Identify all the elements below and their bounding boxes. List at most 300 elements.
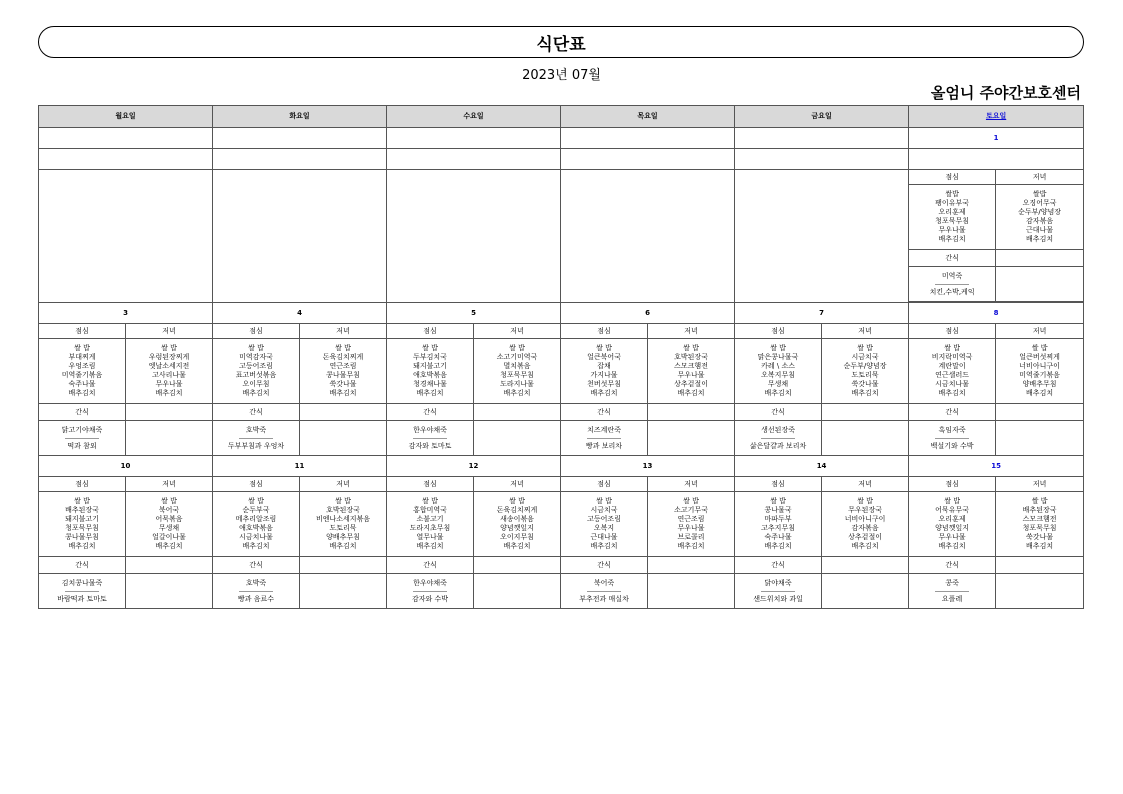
day-number: 15 bbox=[909, 456, 1084, 477]
menu-item: 숙주나물 bbox=[764, 533, 792, 541]
dinner-menu bbox=[648, 492, 735, 557]
menu-item: 쌀 밥 bbox=[509, 497, 525, 505]
dinner-label: 저녁 bbox=[126, 477, 213, 492]
menu-item: 마파두부 bbox=[764, 515, 792, 523]
menu-item: 쌀 밥 bbox=[857, 497, 873, 505]
menu-item: 무우된장국 bbox=[848, 506, 882, 514]
snack-menu bbox=[39, 574, 126, 609]
dinner-label: 저녁 bbox=[126, 324, 213, 339]
lunch-label: 점심 bbox=[387, 324, 474, 339]
menu-item: 쌀 밥 bbox=[683, 344, 699, 352]
menu-item: 배추김치 bbox=[851, 389, 879, 397]
empty-cell bbox=[126, 421, 213, 456]
lunch-menu bbox=[909, 339, 996, 404]
snack-item: 닭야채죽 bbox=[764, 578, 792, 587]
snack-item: 빵과 보리차 bbox=[586, 441, 623, 450]
menu-item: 부대찌게 bbox=[68, 353, 96, 361]
weekday-sat[interactable]: 토요일 bbox=[909, 106, 1084, 128]
menu-item: 연근조림 bbox=[677, 515, 705, 523]
dinner-label: 저녁 bbox=[474, 477, 561, 492]
lunch-label: 점심 bbox=[39, 477, 126, 492]
menu-item: 우엉조림 bbox=[68, 362, 96, 370]
snack-item: 부추전과 매실차 bbox=[579, 594, 629, 603]
snack-item: 떡과 참외 bbox=[67, 441, 97, 450]
snack-divider bbox=[587, 438, 621, 439]
empty-cell bbox=[387, 149, 561, 170]
snack-item: 빵과 음료수 bbox=[237, 594, 275, 603]
menu-item: 배추김치 bbox=[329, 542, 357, 550]
snack-divider bbox=[761, 591, 795, 592]
lunch-menu bbox=[39, 492, 126, 557]
snack-label: 간식 bbox=[735, 404, 822, 421]
dinner-label: 저녁 bbox=[822, 324, 909, 339]
lunch-label: 점심 bbox=[213, 324, 300, 339]
empty-cell bbox=[39, 170, 213, 303]
lunch-menu bbox=[561, 339, 648, 404]
menu-item: 시금치나물 bbox=[239, 533, 273, 541]
menu-item: 배추김치 bbox=[503, 389, 531, 397]
menu-item: 배추김치 bbox=[68, 542, 96, 550]
menu-item: 쌀 밥 bbox=[683, 497, 699, 505]
week1-date-row bbox=[39, 128, 1084, 149]
snack-menu: 미역죽 치킨,수박,케익 bbox=[909, 267, 996, 302]
dinner-menu bbox=[300, 492, 387, 557]
menu-item: 청포묵무침 bbox=[65, 524, 99, 532]
empty-cell bbox=[126, 404, 213, 421]
empty-cell bbox=[474, 421, 561, 456]
menu-item: 쌀 밥 bbox=[770, 497, 786, 505]
menu-item: 쌀 밥 bbox=[509, 344, 525, 352]
menu-item: 숙주나물 bbox=[68, 380, 96, 388]
menu-item: 고사리나물 bbox=[152, 371, 186, 379]
snack-item: 생선된장죽 bbox=[761, 425, 795, 434]
empty-cell bbox=[387, 170, 561, 303]
menu-item: 호박된장국 bbox=[326, 506, 360, 514]
menu-title: 식단표 bbox=[38, 26, 1084, 58]
snack-item: 요플레 bbox=[941, 594, 963, 603]
lunch-label: 점심 bbox=[735, 477, 822, 492]
dinner-menu bbox=[996, 339, 1084, 404]
weekday-fri: 금요일 bbox=[735, 106, 909, 128]
menu-item: 호박된장국 bbox=[674, 353, 708, 361]
menu-item: 열무나물 bbox=[416, 533, 444, 541]
snack-divider bbox=[239, 438, 273, 439]
lunch-menu bbox=[213, 492, 300, 557]
menu-item: 얼큰북어국 bbox=[587, 353, 621, 361]
lunch-menu bbox=[735, 339, 822, 404]
dinner-label: 저녁 bbox=[648, 477, 735, 492]
empty-cell bbox=[822, 404, 909, 421]
week1-label-row bbox=[39, 170, 1084, 185]
menu-item: 어묵유무국 bbox=[935, 506, 969, 514]
menu-item: 양념깻잎지 bbox=[500, 524, 534, 532]
snack-label: 간식 bbox=[909, 557, 996, 574]
menu-item: 홍합미역국 bbox=[413, 506, 447, 514]
snack-label: 간식 bbox=[561, 404, 648, 421]
empty-cell bbox=[474, 404, 561, 421]
dinner-label: 저녁 bbox=[474, 324, 561, 339]
day-number: 7 bbox=[735, 303, 909, 324]
menu-item: 배추김치 bbox=[764, 542, 792, 550]
dinner-menu bbox=[996, 492, 1084, 557]
menu-item: 천버섯무침 bbox=[587, 380, 621, 388]
menu-item: 도토리묵 bbox=[851, 371, 879, 379]
lunch-label: 점심 bbox=[213, 477, 300, 492]
menu-item: 배추김치 bbox=[503, 542, 531, 550]
lunch-menu bbox=[387, 492, 474, 557]
weekday-mon: 월요일 bbox=[39, 106, 213, 128]
menu-item: 쌀 밥 bbox=[1031, 497, 1048, 505]
menu-item: 잡채 bbox=[597, 362, 611, 370]
snack-divider bbox=[413, 591, 447, 592]
snack-menu bbox=[909, 421, 996, 456]
snack-menu bbox=[213, 574, 300, 609]
day-number: 12 bbox=[387, 456, 561, 477]
menu-item: 쑥갓나물 bbox=[329, 380, 357, 388]
menu-item: 배추된장국 bbox=[65, 506, 99, 514]
snack-item: 북어죽 bbox=[593, 578, 615, 587]
dinner-label: 저녁 bbox=[300, 324, 387, 339]
week2-date-row bbox=[39, 303, 1084, 324]
menu-item: 상추겉절이 bbox=[674, 380, 708, 388]
menu-item: 얼갈이나물 bbox=[152, 533, 186, 541]
snack-item: 호박죽 bbox=[245, 578, 267, 587]
menu-item: 돼지불고기 bbox=[413, 362, 447, 370]
weekday-wed: 수요일 bbox=[387, 106, 561, 128]
menu-item: 비지락미역국 bbox=[931, 353, 973, 361]
snack-item: 한우야채죽 bbox=[413, 578, 447, 587]
snack-item: 흑임자죽 bbox=[938, 425, 966, 434]
lunch-label: 점심 bbox=[909, 324, 996, 339]
empty-cell bbox=[735, 170, 909, 303]
day-number: 11 bbox=[213, 456, 387, 477]
empty-cell bbox=[561, 149, 735, 170]
menu-item: 소고기미역국 bbox=[496, 353, 538, 361]
empty-cell bbox=[300, 557, 387, 574]
empty-cell bbox=[996, 267, 1084, 302]
weekday-header bbox=[39, 106, 1084, 128]
menu-item: 도라지나물 bbox=[500, 380, 534, 388]
menu-item: 순두부국 bbox=[242, 506, 270, 514]
menu-item: 연근조림 bbox=[329, 362, 357, 370]
week2-menu-row bbox=[39, 339, 1084, 404]
weekday-tue: 화요일 bbox=[213, 106, 387, 128]
day-number: 1 bbox=[909, 128, 1084, 149]
menu-item: 쌀 밥 bbox=[422, 497, 438, 505]
dinner-label: 저녁 bbox=[996, 477, 1084, 492]
menu-item: 콩나물무침 bbox=[326, 371, 360, 379]
empty-cell bbox=[735, 149, 909, 170]
menu-item: 쌀 밥 bbox=[944, 497, 960, 505]
menu-item: 쌀 밥 bbox=[596, 344, 612, 352]
lunch-menu bbox=[387, 339, 474, 404]
menu-item: 쌀 밥 bbox=[596, 497, 612, 505]
lunch-label: 점심 bbox=[909, 170, 996, 185]
lunch-menu bbox=[561, 492, 648, 557]
menu-item: 배추김치 bbox=[938, 389, 966, 397]
menu-item: 멸치볶음 bbox=[503, 362, 531, 370]
lunch-label: 점심 bbox=[735, 324, 822, 339]
empty-cell bbox=[39, 149, 213, 170]
menu-item: 감자볶음 bbox=[851, 524, 879, 532]
empty-cell bbox=[996, 404, 1084, 421]
empty-cell bbox=[909, 149, 1084, 170]
menu-item: 쌀 밥 bbox=[248, 344, 264, 352]
dinner-menu bbox=[474, 339, 561, 404]
menu-item: 무우나물 bbox=[938, 533, 966, 541]
week3-date-row bbox=[39, 456, 1084, 477]
empty-cell bbox=[822, 574, 909, 609]
day-number: 10 bbox=[39, 456, 213, 477]
lunch-menu bbox=[213, 339, 300, 404]
empty-cell bbox=[996, 421, 1084, 456]
dinner-label: 저녁 bbox=[996, 170, 1084, 185]
menu-item: 미역감자국 bbox=[239, 353, 273, 361]
empty-cell bbox=[300, 421, 387, 456]
empty-cell bbox=[996, 557, 1084, 574]
empty-cell bbox=[387, 128, 561, 149]
menu-item: 오복지무침 bbox=[761, 371, 795, 379]
menu-item: 시금치나물 bbox=[935, 380, 969, 388]
empty-cell bbox=[126, 574, 213, 609]
menu-item: 고등어조림 bbox=[587, 515, 621, 523]
menu-item: 배추김치 bbox=[416, 542, 444, 550]
menu-item: 배추김치 bbox=[416, 389, 444, 397]
weekday-thu: 목요일 bbox=[561, 106, 735, 128]
lunch-menu: 쌀밥 팽이유부국 오리훈제 청포묵무침 무우나물 배추김치 bbox=[909, 185, 996, 250]
snack-item: 샌드위치와 과일 bbox=[753, 594, 803, 603]
menu-item: 콩나물무침 bbox=[65, 533, 99, 541]
dinner-label: 저녁 bbox=[300, 477, 387, 492]
menu-month: 2023년 07월 bbox=[522, 68, 601, 83]
menu-item: 배추김치 bbox=[677, 542, 705, 550]
empty-cell bbox=[822, 557, 909, 574]
snack-label: 간식 bbox=[39, 404, 126, 421]
snack-divider bbox=[761, 438, 795, 439]
menu-item: 쌀 밥 bbox=[335, 497, 351, 505]
menu-item: 무우나물 bbox=[677, 524, 705, 532]
dinner-menu bbox=[300, 339, 387, 404]
dinner-label: 저녁 bbox=[648, 324, 735, 339]
menu-item: 오리훈제 bbox=[938, 515, 966, 523]
menu-item: 배추김치 bbox=[851, 542, 879, 550]
menu-item: 오이무침 bbox=[242, 380, 270, 388]
snack-divider bbox=[935, 438, 969, 439]
lunch-menu bbox=[735, 492, 822, 557]
snack-label: 간식 bbox=[213, 404, 300, 421]
snack-divider bbox=[413, 438, 447, 439]
menu-item: 시금치국 bbox=[590, 506, 618, 514]
menu-item: 양배추무침 bbox=[1022, 380, 1057, 388]
menu-item: 양배추무침 bbox=[326, 533, 360, 541]
lunch-label: 점심 bbox=[387, 477, 474, 492]
day-number: 3 bbox=[39, 303, 213, 324]
dinner-menu bbox=[822, 339, 909, 404]
empty-cell bbox=[996, 574, 1084, 609]
menu-item: 너비아니구이 bbox=[1019, 362, 1060, 370]
snack-menu bbox=[387, 421, 474, 456]
dinner-menu bbox=[648, 339, 735, 404]
menu-item: 쌀 밥 bbox=[74, 344, 90, 352]
day-number: 14 bbox=[735, 456, 909, 477]
snack-item: 김치콩나물죽 bbox=[61, 578, 103, 587]
menu-item: 새송이볶음 bbox=[500, 515, 534, 523]
dinner-menu bbox=[474, 492, 561, 557]
menu-item: 비엔나소세지볶음 bbox=[315, 515, 371, 523]
menu-item: 카레 \ 소스 bbox=[761, 362, 795, 370]
menu-item: 배추김치 bbox=[242, 389, 270, 397]
week2-label-row bbox=[39, 324, 1084, 339]
snack-item: 한우야채죽 bbox=[413, 425, 447, 434]
menu-item: 미역줄기볶음 bbox=[1019, 371, 1060, 379]
week2-snack-row bbox=[39, 421, 1084, 456]
menu-item: 도라지초무침 bbox=[409, 524, 451, 532]
menu-item: 계란말이 bbox=[938, 362, 966, 370]
snack-menu bbox=[561, 421, 648, 456]
menu-item: 배추김치 bbox=[242, 542, 270, 550]
menu-item: 청포묵무침 bbox=[500, 371, 534, 379]
dinner-menu bbox=[126, 339, 213, 404]
snack-item: 치즈계란죽 bbox=[587, 425, 621, 434]
snack-label: 간식 bbox=[909, 250, 996, 267]
menu-item: 애호박볶음 bbox=[239, 524, 273, 532]
menu-item: 배추된장국 bbox=[1022, 506, 1057, 514]
menu-item: 메추리알조림 bbox=[235, 515, 277, 523]
menu-item: 배추김치 bbox=[155, 389, 183, 397]
menu-item: 쑥갓나물 bbox=[1026, 533, 1054, 541]
day-number: 8 bbox=[909, 303, 1084, 324]
snack-divider bbox=[65, 438, 99, 439]
week2-snack-label-row bbox=[39, 404, 1084, 421]
empty-cell bbox=[213, 149, 387, 170]
empty-cell bbox=[735, 128, 909, 149]
day-number: 5 bbox=[387, 303, 561, 324]
menu-item: 가지나물 bbox=[590, 371, 618, 379]
snack-label: 간식 bbox=[387, 404, 474, 421]
menu-item: 청경채나물 bbox=[413, 380, 447, 388]
menu-item: 쌀 밥 bbox=[161, 344, 177, 352]
menu-item: 맑은콩나물국 bbox=[757, 353, 799, 361]
snack-menu bbox=[735, 574, 822, 609]
snack-item: 바람떡과 토마토 bbox=[57, 594, 107, 603]
menu-item: 돈육김치찌게 bbox=[496, 506, 538, 514]
menu-item: 쌀 밥 bbox=[335, 344, 351, 352]
snack-menu bbox=[213, 421, 300, 456]
empty-cell bbox=[996, 250, 1084, 267]
menu-item: 상추겉절이 bbox=[848, 533, 882, 541]
menu-item: 쌀 밥 bbox=[770, 344, 786, 352]
snack-menu bbox=[561, 574, 648, 609]
center-name: 올엄니 주야간보호센터 bbox=[930, 84, 1081, 102]
snack-divider bbox=[935, 591, 969, 592]
menu-item: 어묵볶음 bbox=[155, 515, 183, 523]
menu-item: 배추김치 bbox=[1026, 389, 1054, 397]
lunch-label: 점심 bbox=[561, 477, 648, 492]
snack-label: 간식 bbox=[213, 557, 300, 574]
snack-menu bbox=[387, 574, 474, 609]
week3-menu-row bbox=[39, 492, 1084, 557]
snack-item: 삶은달걀과 보리차 bbox=[749, 441, 807, 450]
menu-item: 오이지무침 bbox=[500, 533, 534, 541]
menu-item: 북어국 bbox=[158, 506, 180, 514]
menu-item: 표고버섯볶음 bbox=[235, 371, 277, 379]
menu-item: 두부김치국 bbox=[413, 353, 447, 361]
menu-item: 스모크햄전 bbox=[1022, 515, 1057, 523]
menu-item: 고추지무침 bbox=[761, 524, 795, 532]
empty-cell bbox=[561, 128, 735, 149]
menu-item: 시금치국 bbox=[851, 353, 879, 361]
empty-cell bbox=[822, 421, 909, 456]
snack-item: 감자와 수박 bbox=[412, 594, 449, 603]
menu-item: 순두부/양념장 bbox=[843, 362, 887, 370]
menu-item: 무생채 bbox=[767, 380, 789, 388]
menu-item: 연근샐러드 bbox=[935, 371, 969, 379]
lunch-label: 점심 bbox=[39, 324, 126, 339]
menu-item: 배추김치 bbox=[764, 389, 792, 397]
snack-label: 간식 bbox=[561, 557, 648, 574]
menu-item: 배추김치 bbox=[68, 389, 96, 397]
menu-item: 배추김치 bbox=[938, 542, 966, 550]
dinner-menu bbox=[822, 492, 909, 557]
menu-item: 돼지불고기 bbox=[65, 515, 99, 523]
menu-item: 미역줄기볶음 bbox=[61, 371, 103, 379]
menu-item: 무우나물 bbox=[155, 380, 183, 388]
snack-item: 감자와 토마토 bbox=[408, 441, 452, 450]
empty-cell bbox=[213, 128, 387, 149]
snack-divider bbox=[239, 591, 273, 592]
empty-cell bbox=[648, 421, 735, 456]
empty-cell bbox=[474, 557, 561, 574]
snack-divider bbox=[65, 591, 99, 592]
menu-item: 쌀 밥 bbox=[248, 497, 264, 505]
lunch-label: 점심 bbox=[561, 324, 648, 339]
menu-item: 배추김치 bbox=[677, 389, 705, 397]
menu-item: 쌀 밥 bbox=[1031, 344, 1048, 352]
empty-cell bbox=[648, 404, 735, 421]
menu-item: 고등어조림 bbox=[239, 362, 273, 370]
menu-item: 무생채 bbox=[158, 524, 180, 532]
dinner-label: 저녁 bbox=[996, 324, 1084, 339]
menu-item: 쌀 밥 bbox=[944, 344, 960, 352]
empty-cell bbox=[561, 170, 735, 303]
menu-item: 스모크햄전 bbox=[674, 362, 708, 370]
empty-cell bbox=[300, 404, 387, 421]
meal-calendar bbox=[38, 105, 1084, 609]
week3-snack-label-row bbox=[39, 557, 1084, 574]
snack-item: 두부부침과 우엉차 bbox=[227, 441, 285, 450]
menu-item: 배추김치 bbox=[329, 389, 357, 397]
day-number: 4 bbox=[213, 303, 387, 324]
week3-label-row bbox=[39, 477, 1084, 492]
snack-label: 간식 bbox=[387, 557, 474, 574]
menu-item: 쌀 밥 bbox=[74, 497, 90, 505]
menu-item: 배추김치 bbox=[155, 542, 183, 550]
menu-item: 소고기무국 bbox=[674, 506, 708, 514]
lunch-label: 점심 bbox=[909, 477, 996, 492]
menu-item: 우렁된장찌게 bbox=[148, 353, 190, 361]
dinner-menu bbox=[126, 492, 213, 557]
menu-item: 브로콜리 bbox=[677, 533, 705, 541]
day-number: 13 bbox=[561, 456, 735, 477]
menu-item: 근대나물 bbox=[590, 533, 618, 541]
menu-item: 얼큰버섯찌게 bbox=[1019, 353, 1060, 361]
snack-label: 간식 bbox=[735, 557, 822, 574]
snack-label: 간식 bbox=[39, 557, 126, 574]
snack-item: 닭고기야채죽 bbox=[61, 425, 103, 434]
snack-menu bbox=[39, 421, 126, 456]
menu-item: 콩나물국 bbox=[764, 506, 792, 514]
snack-menu bbox=[909, 574, 996, 609]
